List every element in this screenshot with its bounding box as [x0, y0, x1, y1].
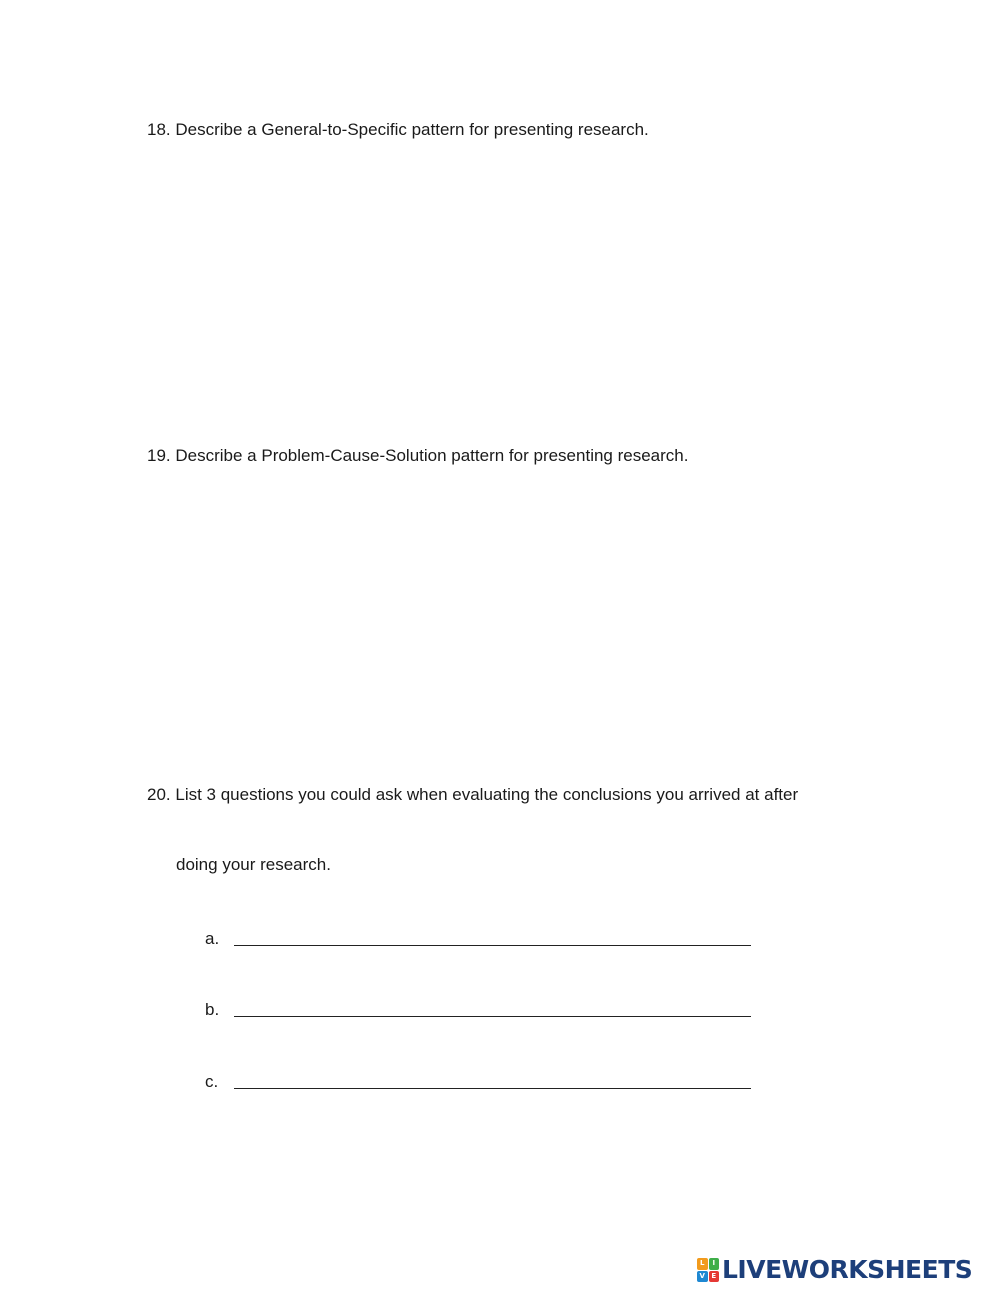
logo-badge-letter-l: L — [697, 1258, 708, 1270]
question-18 — [147, 119, 649, 141]
logo-badge-letter-v: V — [697, 1271, 708, 1283]
question-18-text: Describe a General-to-Specific pattern for presenting research. — [175, 120, 649, 139]
logo-badge-letter-i: I — [709, 1258, 720, 1270]
answer-row-a — [205, 928, 765, 952]
question-19-number: 19. — [147, 446, 171, 465]
logo-badge-icon — [697, 1258, 719, 1282]
answer-line-b[interactable] — [234, 1016, 751, 1017]
liveworksheets-logo — [697, 1257, 972, 1283]
answer-row-b — [205, 999, 765, 1023]
question-20-text-line1: List 3 questions you could ask when evaluating the conclusions you arrived at after — [175, 785, 799, 804]
answer-line-c[interactable] — [234, 1088, 751, 1089]
logo-badge-letter-e: E — [709, 1271, 720, 1283]
question-19-answer-area[interactable] — [147, 476, 847, 766]
question-18-answer-area[interactable] — [147, 150, 847, 430]
question-19-text: Describe a Problem-Cause-Solution pattern for presenting research. — [175, 446, 689, 465]
answer-letter-b: b. — [205, 1000, 220, 1019]
answer-row-c — [205, 1071, 765, 1095]
question-19 — [147, 445, 688, 467]
answer-line-a[interactable] — [234, 945, 751, 946]
logo-brand-text: LIVEWORKSHEETS — [722, 1255, 973, 1284]
question-20 — [147, 784, 798, 806]
answer-letter-c: c. — [205, 1072, 219, 1091]
question-18-number: 18. — [147, 120, 171, 139]
question-20-number: 20. — [147, 785, 171, 804]
question-20-text-line2: doing your research. — [176, 855, 331, 874]
answer-letter-a: a. — [205, 929, 220, 948]
